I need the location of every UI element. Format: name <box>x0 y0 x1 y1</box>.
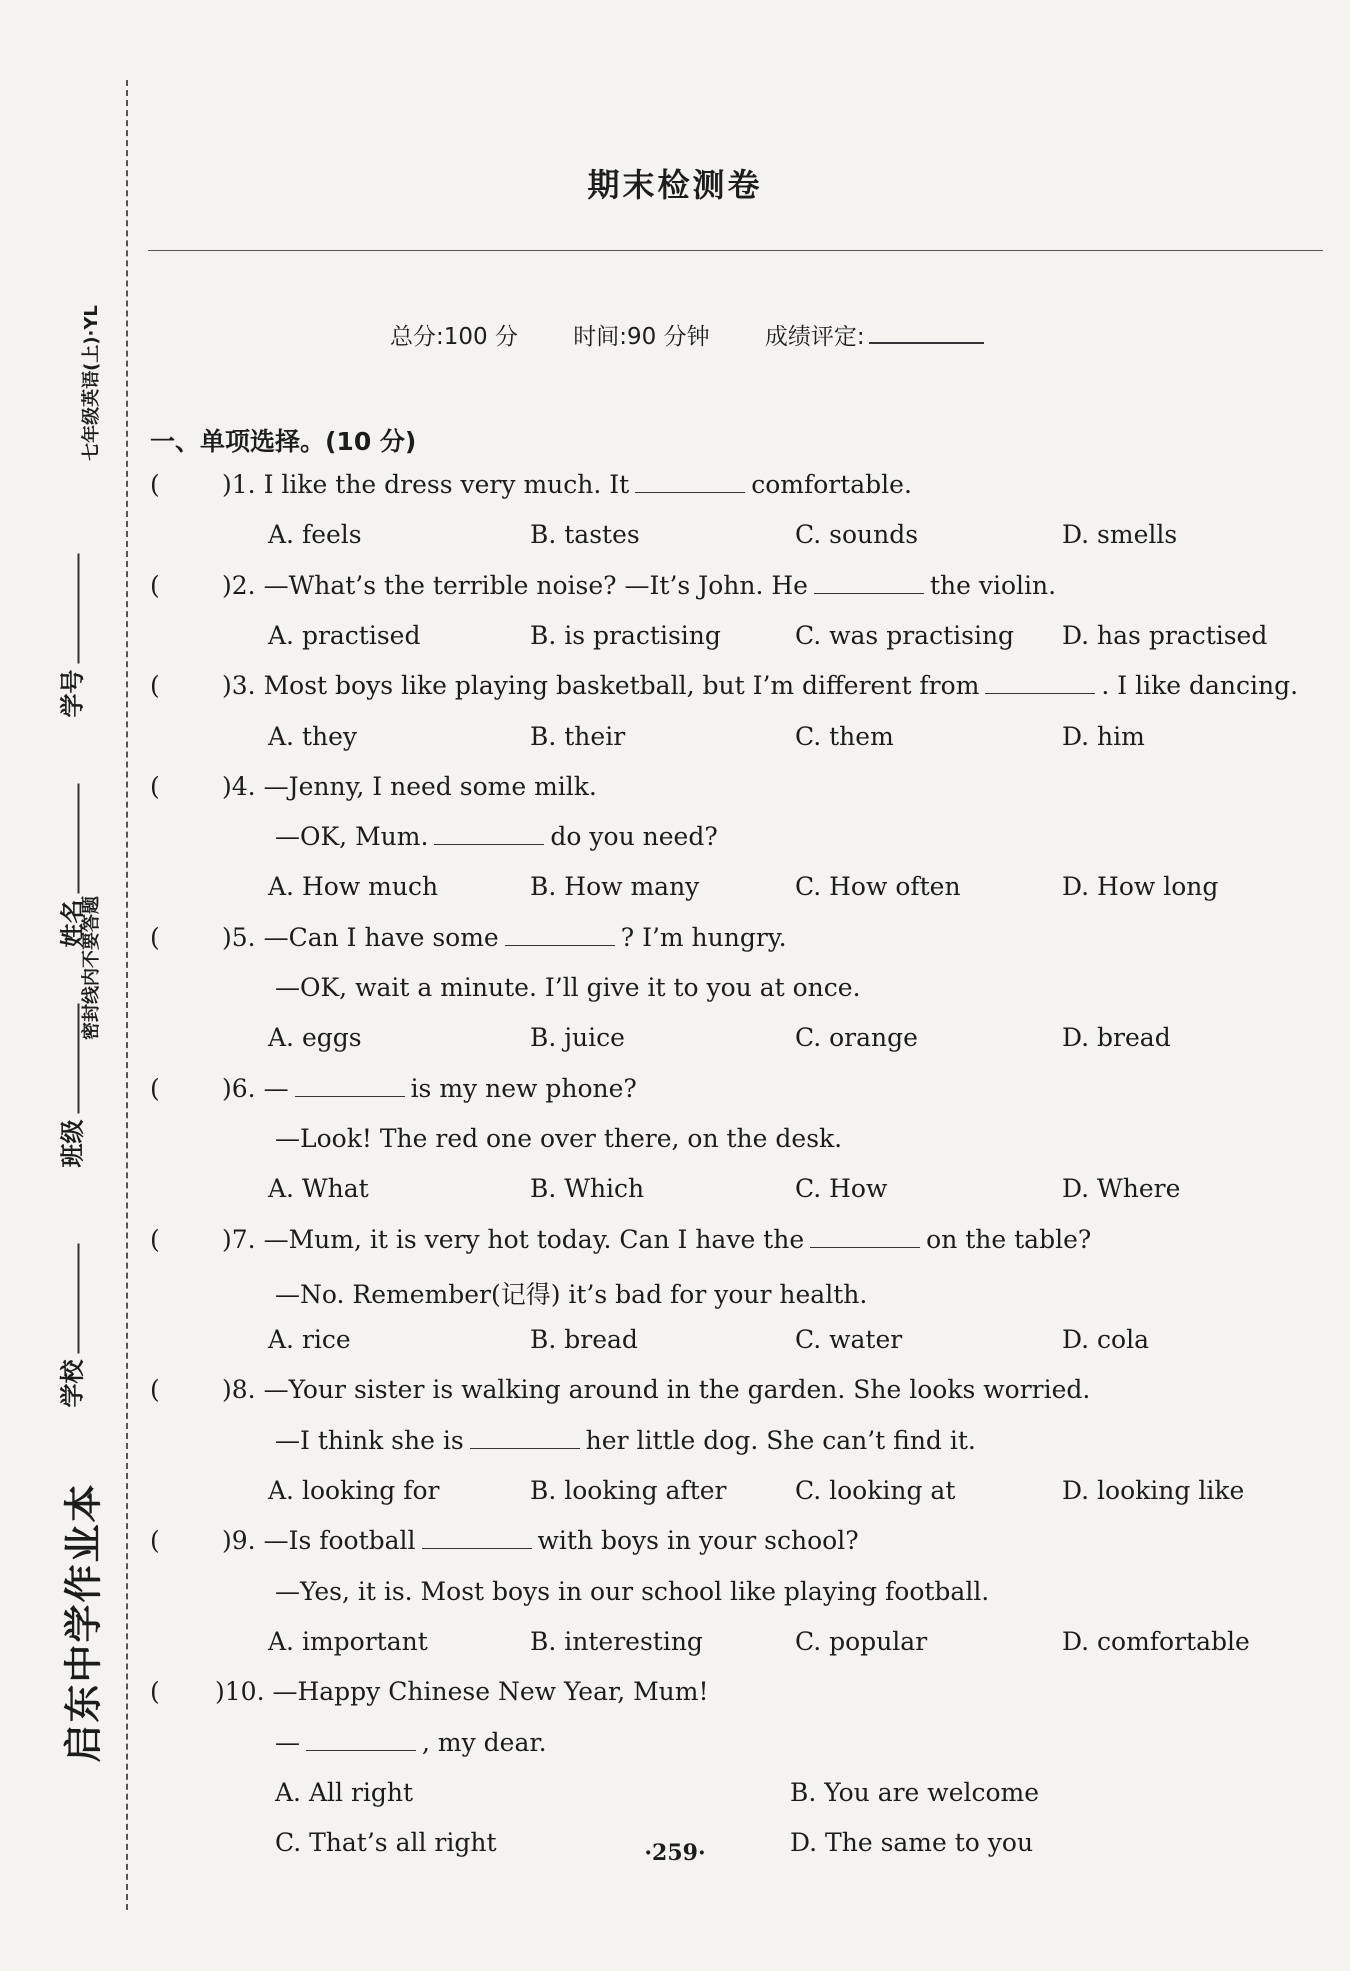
answer-option[interactable]: D. looking like <box>1062 1476 1245 1505</box>
answer-option[interactable]: A. feels <box>268 520 362 550</box>
grade-input-line[interactable] <box>869 342 984 344</box>
answer-option[interactable]: C. was practising <box>795 620 1015 650</box>
question-stem <box>222 1225 1091 1254</box>
question-text: —Happy Chinese New Year, Mum! <box>272 1677 709 1707</box>
answer-paren[interactable]: ( <box>150 1526 160 1556</box>
question-text-after: . I like dancing. <box>1101 671 1299 701</box>
answer-paren[interactable]: ( <box>150 671 160 701</box>
answer-paren[interactable]: ( <box>150 470 160 499</box>
question-dialogue-line <box>275 1124 842 1153</box>
dialogue-text-after: , my dear. <box>422 1727 547 1757</box>
answer-option[interactable]: B. bread <box>530 1325 638 1355</box>
question-text-after: the violin. <box>929 570 1057 600</box>
answer-blank[interactable] <box>814 571 924 594</box>
question-text: —What’s the terrible noise? —It’s John. He <box>263 570 808 600</box>
answer-option[interactable]: D. bread <box>1062 1023 1171 1053</box>
answer-option[interactable]: A. important <box>268 1626 428 1656</box>
answer-option[interactable]: C. How <box>795 1174 888 1204</box>
dialogue-text: —I think she is <box>275 1425 464 1455</box>
answer-option[interactable]: D. The same to you <box>790 1828 1034 1858</box>
answer-blank[interactable] <box>295 1074 405 1097</box>
question-number: )5. <box>222 922 256 952</box>
binding-margin <box>0 0 130 1971</box>
question-stem <box>222 923 787 952</box>
answer-option[interactable]: A. they <box>268 721 358 751</box>
total-score: 总分:100 分 <box>390 324 518 350</box>
answer-blank[interactable] <box>635 470 745 493</box>
answer-blank[interactable] <box>505 923 615 946</box>
question-stem <box>215 1677 709 1706</box>
question-number: )3. <box>222 671 256 701</box>
question-stem <box>222 571 1056 600</box>
question-stem <box>222 671 1298 700</box>
answer-paren[interactable]: ( <box>150 570 160 600</box>
question-text: I like the dress very much. It <box>263 470 630 499</box>
question-stem <box>222 772 597 801</box>
answer-option[interactable]: B. tastes <box>530 520 640 550</box>
student-no-field <box>53 518 88 718</box>
question-text: —Mum, it is very hot today. Can I have the <box>263 1224 805 1254</box>
question-text-after: ? I’m hungry. <box>620 922 787 952</box>
answer-paren[interactable]: ( <box>150 1375 160 1405</box>
question-number: )6. <box>222 1073 256 1103</box>
school-label: 学校 <box>58 1359 87 1408</box>
answer-option[interactable]: C. water <box>795 1325 903 1355</box>
answer-option[interactable]: A. What <box>268 1174 369 1204</box>
dialogue-text: —Yes, it is. Most boys in our school like playing football. <box>275 1576 990 1606</box>
answer-option[interactable]: A. looking for <box>268 1476 440 1505</box>
dialogue-text: —OK, wait a minute. I’ll give it to you at once. <box>275 973 861 1002</box>
question-dialogue-line <box>275 822 718 851</box>
answer-option[interactable]: D. him <box>1062 721 1145 751</box>
question-number: )1. <box>222 470 256 499</box>
dialogue-text-after: her little dog. She can’t find it. <box>585 1425 976 1455</box>
question-text-after: comfortable. <box>751 470 912 499</box>
answer-option[interactable]: D. has practised <box>1062 620 1268 650</box>
time-limit: 时间:90 分钟 <box>573 324 710 350</box>
answer-option[interactable]: A. All right <box>275 1777 414 1807</box>
question-dialogue-line <box>275 1577 989 1606</box>
answer-option[interactable]: C. them <box>795 721 894 751</box>
question-dialogue-line <box>275 1426 976 1455</box>
answer-blank[interactable] <box>422 1526 532 1549</box>
answer-option[interactable]: B. interesting <box>530 1626 703 1656</box>
student-no-label: 学号 <box>58 669 87 718</box>
dialogue-text-after: do you need? <box>550 822 718 852</box>
answer-option[interactable]: B. You are welcome <box>790 1777 1040 1807</box>
answer-option[interactable]: B. looking after <box>530 1476 727 1505</box>
question-number: )7. <box>222 1224 256 1254</box>
answer-option[interactable]: C. popular <box>795 1626 928 1656</box>
dialogue-text: —OK, Mum. <box>275 822 429 852</box>
answer-option[interactable]: C. That’s all right <box>275 1828 497 1858</box>
question-dialogue-line <box>275 1728 547 1757</box>
question-text: —Jenny, I need some milk. <box>263 771 597 801</box>
page-number: ·259· <box>644 1840 706 1866</box>
answer-blank[interactable] <box>810 1225 920 1248</box>
question-text: —Can I have some <box>263 922 499 952</box>
student-no-input-line[interactable] <box>73 554 79 664</box>
answer-option[interactable]: C. orange <box>795 1023 918 1053</box>
brand-label: 启东中学作业本 <box>61 1482 106 1763</box>
name-input-line[interactable] <box>73 784 79 894</box>
answer-option[interactable]: D. smells <box>1062 520 1178 550</box>
dialogue-text: —Look! The red one over there, on the desk. <box>275 1123 843 1153</box>
question-stem <box>222 1526 859 1555</box>
answer-paren[interactable]: ( <box>150 922 160 952</box>
answer-option[interactable]: D. comfortable <box>1062 1626 1250 1656</box>
question-text-after: with boys in your school? <box>537 1526 859 1556</box>
question-number: )2. <box>222 570 256 600</box>
question-number: )4. <box>222 771 256 801</box>
answer-option[interactable]: B. Which <box>530 1174 645 1204</box>
answer-option[interactable]: A. rice <box>268 1325 351 1355</box>
answer-blank[interactable] <box>985 671 1095 694</box>
question-text: —Is football <box>263 1526 416 1556</box>
question-text-after: is my new phone? <box>410 1073 637 1103</box>
question-dialogue-line <box>275 973 861 1002</box>
answer-option[interactable]: A. practised <box>268 620 421 650</box>
question-text: —Your sister is walking around in the garden. She looks worried. <box>263 1375 1091 1405</box>
question-stem <box>222 1375 1090 1404</box>
school-input-line[interactable] <box>73 1244 79 1354</box>
answer-option[interactable]: B. is practising <box>530 620 721 650</box>
answer-option[interactable]: B. juice <box>530 1023 625 1053</box>
answer-option[interactable]: A. How much <box>268 872 439 902</box>
answer-option[interactable]: D. Where <box>1062 1174 1181 1204</box>
answer-option[interactable]: C. How often <box>795 872 961 902</box>
answer-paren[interactable]: ( <box>150 1677 160 1707</box>
title-divider <box>148 250 1323 251</box>
dialogue-text: —No. Remember(记得) it’s bad for your health. <box>275 1279 868 1309</box>
answer-option[interactable]: C. sounds <box>795 520 919 550</box>
question-stem <box>222 470 912 499</box>
page-title: 期末检测卷 <box>587 166 763 204</box>
answer-option[interactable]: A. eggs <box>268 1023 362 1053</box>
answer-blank[interactable] <box>434 822 544 845</box>
question-text: Most boys like playing basketball, but I’m different from <box>263 671 980 701</box>
question-number: )10. <box>215 1677 265 1707</box>
answer-option[interactable]: B. their <box>530 721 626 751</box>
question-text-after: on the table? <box>926 1224 1092 1254</box>
answer-option[interactable]: D. How long <box>1062 872 1219 902</box>
answer-paren[interactable]: ( <box>150 1224 160 1254</box>
seal-line-note: 密封线内不要答题 <box>81 896 102 1040</box>
book-tag: 七年级英语(上)·YL <box>81 305 102 461</box>
question-number: )8. <box>222 1375 256 1405</box>
class-label: 班级 <box>58 1119 87 1168</box>
name-label: 姓名 <box>58 899 87 948</box>
answer-blank[interactable] <box>470 1426 580 1449</box>
question-text: — <box>263 1073 289 1103</box>
dialogue-text: — <box>275 1727 300 1757</box>
answer-option[interactable]: B. How many <box>530 872 700 902</box>
question-number: )9. <box>222 1526 256 1556</box>
section-title: 一、单项选择。(10 分) <box>150 427 417 456</box>
school-field <box>53 1208 88 1408</box>
score-info-row <box>390 318 1032 351</box>
answer-option[interactable]: C. looking at <box>795 1476 956 1505</box>
answer-paren[interactable]: ( <box>150 1073 160 1103</box>
grade-label: 成绩评定: <box>764 324 865 350</box>
answer-paren[interactable]: ( <box>150 771 160 801</box>
question-dialogue-line <box>275 1275 867 1311</box>
answer-blank[interactable] <box>306 1728 416 1751</box>
question-stem <box>222 1074 637 1103</box>
answer-option[interactable]: D. cola <box>1062 1325 1149 1355</box>
seal-dashed-line <box>126 80 128 1910</box>
